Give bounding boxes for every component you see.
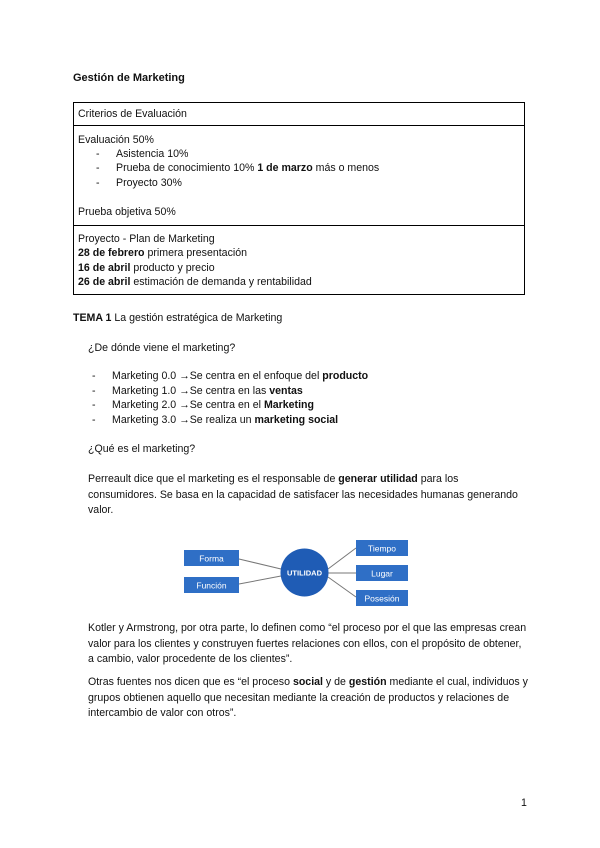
connector-line [239, 559, 281, 569]
date-row: 16 de abril producto y precio [78, 262, 215, 274]
document-title: Gestión de Marketing [73, 72, 185, 84]
box-posesion-label: Posesión [364, 593, 400, 604]
section-heading: TEMA 1 La gestión estratégica de Marketing [73, 312, 283, 324]
paragraph-perreault: Perreault dice que el marketing es el responsable de generar utilidad para los consumidores. Se basa en la capacidad de satisfacer las necesidades humanas generando valor. [88, 473, 518, 516]
page-number: 1 [521, 797, 527, 809]
marketing-evolution-list [88, 369, 368, 427]
list-item: - Marketing 3.0 →Se realiza un marketing social [92, 413, 339, 426]
connector-line [328, 577, 356, 597]
question-origin: ¿De dónde viene el marketing? [88, 342, 236, 354]
objective-test: Prueba objetiva 50% [78, 206, 176, 218]
paragraph-kotler: Kotler y Armstrong, por otra parte, lo definen como “el proceso por el que las empresas crean valor para los clientes y construyen fuertes relaciones con ellos, con el propósito de obtener, a cambio, valor procedente de los clientes”. [88, 622, 527, 665]
evaluation-table [73, 102, 525, 295]
date-row: 28 de febrero primera presentación [78, 247, 248, 259]
list-item: - Marketing 0.0 →Se centra en el enfoque del producto [92, 370, 369, 382]
evaluation-item: - Prueba de conocimiento 10% 1 de marzo más o menos [96, 162, 380, 174]
list-item: - Marketing 2.0 →Se centra en el Marketing [92, 399, 314, 411]
project-label: Proyecto - Plan de Marketing [78, 233, 215, 245]
box-funcion-label: Función [196, 580, 227, 591]
date-row: 26 de abril estimación de demanda y rentabilidad [78, 276, 312, 288]
question-definition: ¿Qué es el marketing? [88, 443, 196, 455]
box-tiempo-label: Tiempo [367, 543, 397, 554]
connector-line [239, 576, 281, 584]
box-lugar-label: Lugar [371, 568, 393, 579]
list-item: - Marketing 1.0 →Se centra en las ventas [92, 384, 303, 397]
table-divider [74, 125, 524, 126]
evaluation-label: Evaluación 50% [78, 134, 154, 146]
evaluation-item: - Asistencia 10% [96, 148, 189, 160]
box-forma-label: Forma [199, 553, 224, 564]
evaluation-item: - Proyecto 30% [96, 177, 182, 189]
table-divider [74, 225, 524, 226]
table-header: Criterios de Evaluación [78, 108, 187, 120]
connector-line [328, 548, 356, 569]
utilidad-label: UTILIDAD [287, 568, 322, 578]
paragraph-otras-fuentes: Otras fuentes nos dicen que es “el proceso social y de gestión mediante el cual, individuos y grupos obtienen aquello que necesitan mediante la creación de productos y relaciones de intercambio de valor con otros”. [88, 676, 528, 719]
utility-diagram [180, 536, 412, 608]
